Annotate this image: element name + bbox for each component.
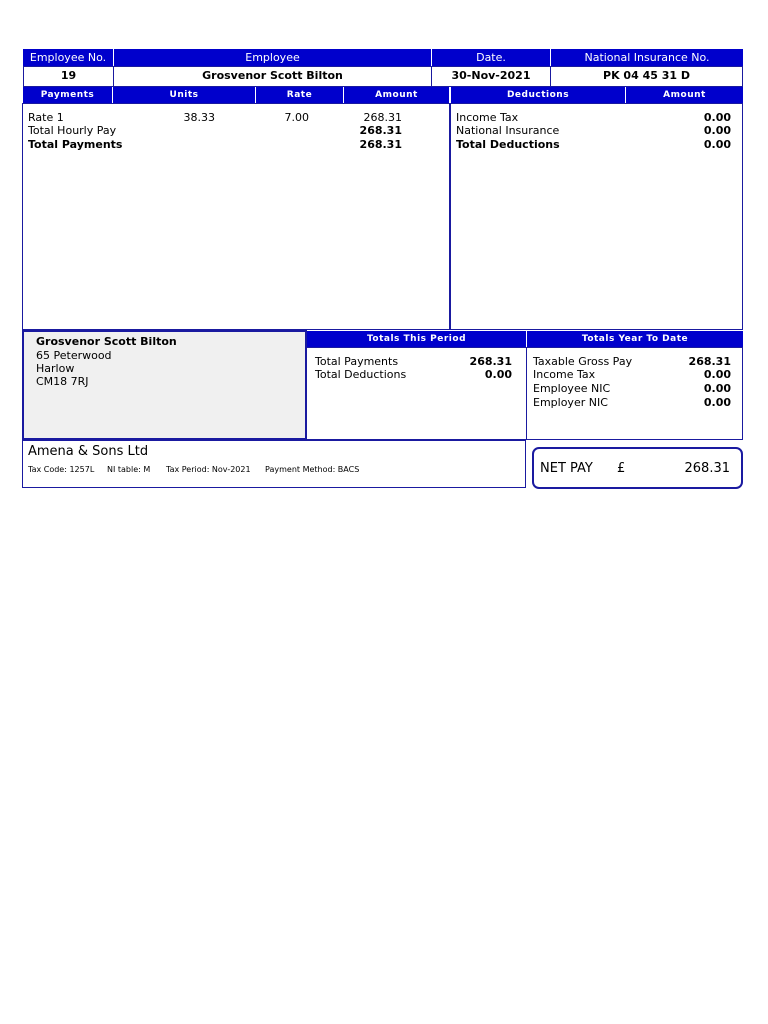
totals-period-header: Totals This Period bbox=[307, 331, 526, 347]
totals-ytd-label: Taxable Gross Pay bbox=[533, 355, 633, 368]
deduction-row-label: Income Tax bbox=[456, 111, 519, 124]
deductions-amount-col-header: Amount bbox=[626, 87, 743, 103]
payment-row-amount: 268.31 bbox=[363, 111, 402, 124]
address-box bbox=[22, 330, 307, 440]
address-name: Grosvenor Scott Bilton bbox=[36, 335, 177, 348]
deduction-row-amount: 0.00 bbox=[703, 138, 731, 151]
employer-name: Amena & Sons Ltd bbox=[28, 444, 149, 459]
employer-box bbox=[22, 440, 526, 488]
totals-ytd-label: Income Tax bbox=[533, 368, 596, 381]
employee-header: Employee bbox=[114, 49, 431, 66]
deduction-row-amount: 0.00 bbox=[703, 124, 731, 137]
totals-period-label: Total Payments bbox=[315, 355, 399, 368]
date-value: 30-Nov-2021 bbox=[431, 66, 551, 87]
tax-code: Tax Code: 1257L bbox=[28, 465, 95, 474]
totals-period-amount: 0.00 bbox=[484, 368, 512, 381]
totals-period-amount: 268.31 bbox=[469, 355, 512, 368]
address-line1: 65 Peterwood bbox=[36, 349, 112, 362]
totals-ytd-amount: 268.31 bbox=[688, 355, 731, 368]
amount-col-header: Amount bbox=[344, 87, 449, 103]
payment-row-label: Total Hourly Pay bbox=[28, 124, 117, 137]
payments-col-header: Payments bbox=[23, 87, 112, 103]
payment-row-amount: 268.31 bbox=[359, 124, 402, 137]
deduction-row-label: Total Deductions bbox=[456, 138, 560, 151]
employee-no-header: Employee No. bbox=[23, 49, 113, 66]
date-header: Date. bbox=[432, 49, 550, 66]
payments-panel bbox=[22, 103, 450, 330]
rate-col-header: Rate bbox=[256, 87, 343, 103]
payment-row-label: Total Payments bbox=[28, 138, 123, 151]
totals-ytd-amount: 0.00 bbox=[703, 396, 731, 409]
net-pay-box bbox=[532, 447, 743, 489]
totals-ytd-panel bbox=[526, 347, 743, 440]
currency-symbol: £ bbox=[617, 461, 626, 476]
ni-number-value: PK 04 45 31 D bbox=[550, 66, 743, 87]
payment-row-units: 38.33 bbox=[183, 111, 215, 124]
totals-ytd-label: Employee NIC bbox=[533, 382, 611, 395]
totals-ytd-label: Employer NIC bbox=[533, 396, 608, 409]
units-col-header: Units bbox=[113, 87, 255, 103]
employee-name-value: Grosvenor Scott Bilton bbox=[113, 66, 432, 87]
deductions-panel bbox=[450, 103, 743, 330]
deductions-col-header: Deductions bbox=[451, 87, 625, 103]
employee-no-value: 19 bbox=[23, 66, 114, 87]
totals-period-panel bbox=[306, 347, 527, 440]
payment-row-amount: 268.31 bbox=[359, 138, 402, 151]
totals-period-label: Total Deductions bbox=[315, 368, 407, 381]
payment-method: Payment Method: BACS bbox=[265, 465, 360, 474]
net-pay-amount: 268.31 bbox=[684, 461, 730, 476]
totals-ytd-amount: 0.00 bbox=[703, 368, 731, 381]
payment-row-label: Rate 1 bbox=[28, 111, 64, 124]
payment-row-rate: 7.00 bbox=[284, 111, 309, 124]
address-line2: Harlow bbox=[36, 362, 75, 375]
totals-ytd-header: Totals Year To Date bbox=[527, 331, 743, 347]
ni-table: NI table: M bbox=[107, 465, 151, 474]
deduction-row-amount: 0.00 bbox=[703, 111, 731, 124]
net-pay-label: NET PAY bbox=[540, 461, 593, 476]
ni-number-header: National Insurance No. bbox=[551, 49, 743, 66]
tax-period: Tax Period: Nov-2021 bbox=[166, 465, 251, 474]
totals-ytd-amount: 0.00 bbox=[703, 382, 731, 395]
deduction-row-label: National Insurance bbox=[456, 124, 560, 137]
address-postcode: CM18 7RJ bbox=[36, 375, 89, 388]
